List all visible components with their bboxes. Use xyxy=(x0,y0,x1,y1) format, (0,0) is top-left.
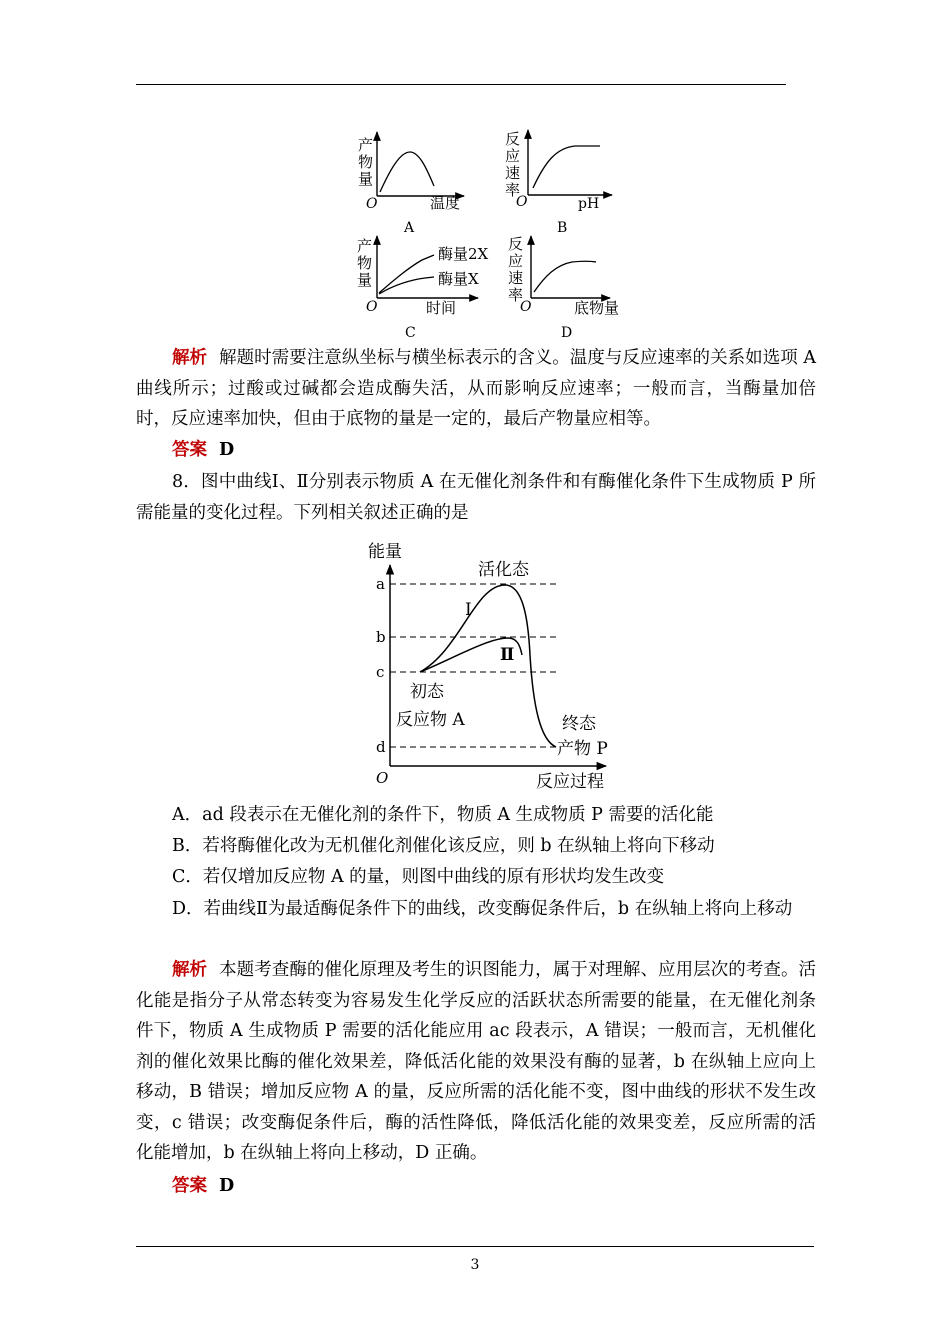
q8-answer-label: 答案 xyxy=(172,1176,207,1196)
panel-d-ylabel-3: 速 xyxy=(508,269,524,287)
energy-origin: O xyxy=(376,769,389,787)
q8-option-b: B．若将酶催化改为无机催化剂催化该反应，则 b 在纵轴上将向下移动 xyxy=(172,836,715,856)
level-a-label: a xyxy=(376,575,385,593)
panel-a-ylabel-3: 量 xyxy=(358,170,374,188)
page-number: 3 xyxy=(470,1257,480,1273)
panel-c-ylabel-2: 物 xyxy=(357,254,373,272)
panel-b-origin: O xyxy=(516,194,528,210)
q8-option-d: D．若曲线Ⅱ为最适酶促条件下的曲线，改变酶促条件后，b 在纵轴上将向上移动 xyxy=(172,899,793,919)
energy-xlabel: 反应过程 xyxy=(536,772,604,792)
level-c-label: c xyxy=(376,663,385,681)
q8-stem: 8．图中曲线Ⅰ、Ⅱ分别表示物质 A 在无催化剂条件和有酶催化条件下生成物质 P 所需能量的变化过程。下列相关叙述正确的是 xyxy=(136,472,816,523)
q7-answer-label: 答案 xyxy=(172,440,207,460)
curve-1-label: Ⅰ xyxy=(465,600,472,620)
footer-rule xyxy=(136,1246,814,1247)
q7-analysis-text: 解题时需要注意纵坐标与横坐标表示的含义。温度与反应速率的关系如选项 A 曲线所示；过酸或过碱都会造成酶失活，从而影响反应速率；一般而言，当酶量加倍时，反应速率加快，但由于底物的量是一定的，最后产物量应相等。 xyxy=(136,348,817,429)
q7-answer-value: D xyxy=(219,440,235,460)
panel-a xyxy=(358,132,464,236)
q8-answer-value: D xyxy=(219,1176,235,1196)
panel-d-ylabel-2: 应 xyxy=(508,252,524,270)
panel-a-curve xyxy=(380,152,434,192)
panel-b-curve xyxy=(533,146,600,188)
panel-b-ylabel-2: 应 xyxy=(505,147,521,165)
q7-answer xyxy=(136,435,816,466)
q7-analysis xyxy=(136,343,816,435)
figure-energy-diagram xyxy=(0,535,950,795)
final-label: 终态 xyxy=(562,714,596,734)
q8-analysis xyxy=(136,955,816,1169)
curve-2-label: Ⅱ xyxy=(500,645,515,665)
level-b-label: b xyxy=(376,628,386,646)
figure-enzyme-graphs xyxy=(0,0,950,345)
panel-c-ylabel-3: 量 xyxy=(357,271,373,289)
panel-c-origin: O xyxy=(366,299,378,315)
q8-analysis-label: 解析 xyxy=(172,960,208,980)
panel-b-ylabel-1: 反 xyxy=(505,130,521,148)
panel-b-ylabel-4: 率 xyxy=(505,181,521,199)
initial-label: 初态 xyxy=(410,682,444,702)
panel-d-xlabel: 底物量 xyxy=(574,299,620,317)
q7-analysis-label: 解析 xyxy=(172,348,208,368)
q8-answer xyxy=(136,1171,816,1202)
panel-c-curve-label-x: 酶量X xyxy=(438,270,479,288)
energy-ylabel: 能量 xyxy=(368,542,402,562)
q8-option-c: C．若仅增加反应物 A 的量，则图中曲线的原有形状均发生改变 xyxy=(172,867,665,887)
panel-c-curve-2x xyxy=(379,255,434,293)
q8-option-a: A．ad 段表示在无催化剂的条件下，物质 A 生成物质 P 需要的活化能 xyxy=(172,805,714,825)
panel-b-ylabel-3: 速 xyxy=(505,164,521,182)
panel-d-ylabel-1: 反 xyxy=(508,235,524,253)
q8-analysis-text: 本题考查酶的催化原理及考生的识图能力，属于对理解、应用层次的考查。活化能是指分子从常态转变为容易发生化学反应的活跃状态所需要的能量，在无催化剂条件下，物质 A 生成物质 P 需要的活化能应用 ac 段表示，A 错误；一般而言，无机催化剂的催化效果比酶的催化效果差，降低活化能的效果没有酶的显著，b 在纵轴上应向上移动，B 错误；增加反应物 A 的量，反应所需的活化能不变，图中曲线的形状不发生改变，c 错误；改变酶促条件后，酶的活性降低，降低活化能的效果变差，反应所需的活化能增加，b 在纵轴上将向上移动，D 正确。 xyxy=(136,960,817,1163)
panel-a-origin: O xyxy=(366,196,378,212)
panel-c xyxy=(357,236,489,341)
panel-a-xlabel: 温度 xyxy=(430,194,461,212)
peak-label: 活化态 xyxy=(478,560,529,580)
panel-b-caption: B xyxy=(557,220,568,236)
panel-d xyxy=(508,235,619,341)
reactant-label: 反应物 A xyxy=(396,710,465,730)
product-label: 产物 P xyxy=(557,739,608,759)
panel-d-ylabel-4: 率 xyxy=(508,286,524,304)
panel-c-caption: C xyxy=(405,325,416,341)
panel-c-xlabel: 时间 xyxy=(426,299,457,317)
level-d-label: d xyxy=(376,738,386,756)
panel-a-ylabel-1: 产 xyxy=(358,136,374,154)
panel-d-origin: O xyxy=(520,299,532,315)
panel-d-caption: D xyxy=(561,325,573,341)
panel-a-caption: A xyxy=(404,220,415,236)
panel-b xyxy=(505,130,612,236)
panel-c-curve-label-2x: 酶量2X xyxy=(438,245,489,263)
panel-a-ylabel-2: 物 xyxy=(358,153,374,171)
panel-d-curve xyxy=(534,261,596,292)
panel-c-ylabel-1: 产 xyxy=(357,237,373,255)
panel-b-xlabel: pH xyxy=(578,196,600,212)
